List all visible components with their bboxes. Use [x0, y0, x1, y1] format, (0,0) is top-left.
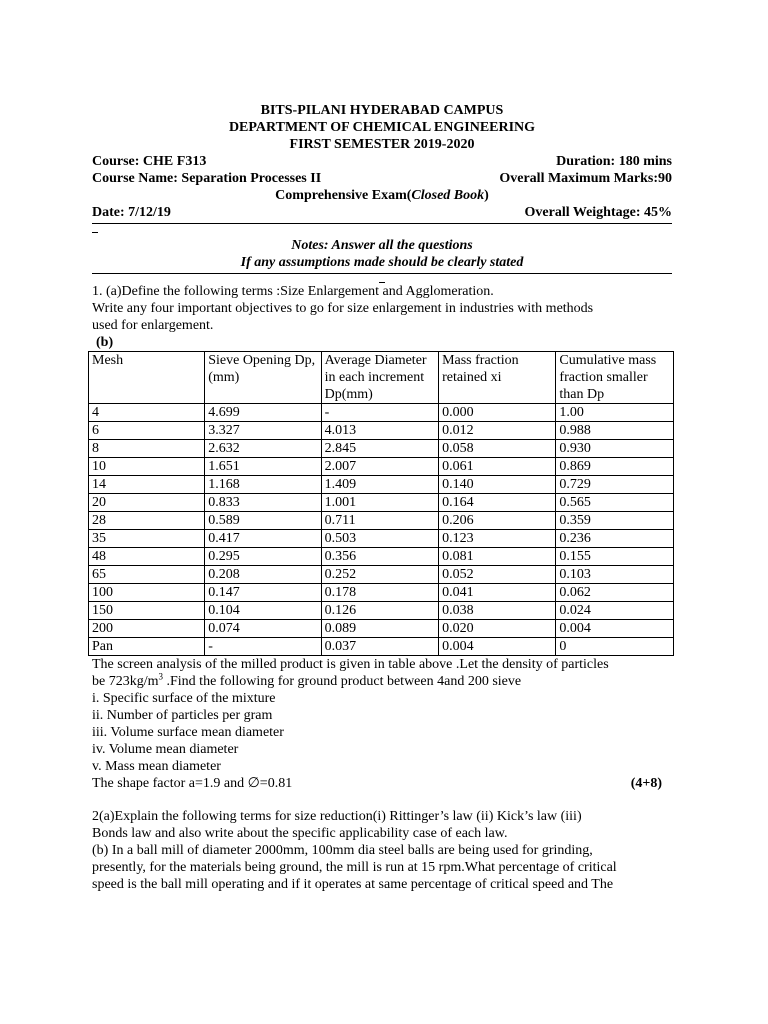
course-name: Course Name: Separation Processes II — [92, 171, 322, 186]
table-cell: 1.409 — [321, 476, 438, 494]
table-cell: 35 — [89, 530, 205, 548]
table-cell: 0.081 — [439, 548, 556, 566]
table-cell: 0.038 — [439, 602, 556, 620]
divider-rule — [92, 223, 672, 224]
exam-date: Date: 7/12/19 — [92, 205, 171, 220]
table-cell: 1.168 — [205, 476, 321, 494]
table-cell: 0.123 — [439, 530, 556, 548]
course-code: Course: CHE F313 — [92, 154, 207, 169]
table-row — [89, 422, 674, 440]
table-cell: 200 — [89, 620, 205, 638]
q2-line: 2(a)Explain the following terms for size reduction(i) Rittinger’s law (ii) Kick’s law (iii) — [92, 809, 582, 824]
duration: Duration: 180 mins — [556, 154, 672, 169]
table-cell: - — [205, 638, 321, 656]
divider-dash — [92, 224, 98, 233]
table-cell: 0.417 — [205, 530, 321, 548]
table-cell: 0.020 — [439, 620, 556, 638]
table-cell: 0.155 — [556, 548, 674, 566]
table-cell: 0.356 — [321, 548, 438, 566]
table-row — [89, 404, 674, 422]
table-cell: 0.004 — [556, 620, 674, 638]
table-cell: 2.632 — [205, 440, 321, 458]
table-cell: 0.126 — [321, 602, 438, 620]
table-row — [89, 548, 674, 566]
table-cell: 0.052 — [439, 566, 556, 584]
table-cell: 1.00 — [556, 404, 674, 422]
table-cell: 4.013 — [321, 422, 438, 440]
table-cell: 0.089 — [321, 620, 438, 638]
divider-dash — [379, 274, 385, 283]
table-header-cell: Mass fraction retained xi — [439, 352, 556, 404]
table-cell: 0.729 — [556, 476, 674, 494]
table-cell: 0.565 — [556, 494, 674, 512]
weightage: Overall Weightage: 45% — [524, 205, 672, 220]
q1-part-b: (b) — [96, 335, 114, 350]
table-cell: 0.252 — [321, 566, 438, 584]
table-cell: 0.024 — [556, 602, 674, 620]
table-cell: 0.208 — [205, 566, 321, 584]
campus-title: BITS-PILANI HYDERABAD CAMPUS — [260, 103, 504, 118]
table-cell: 14 — [89, 476, 205, 494]
table-row — [89, 602, 674, 620]
table-cell: 0.012 — [439, 422, 556, 440]
table-cell: 0.074 — [205, 620, 321, 638]
table-cell: 8 — [89, 440, 205, 458]
table-cell: 0.103 — [556, 566, 674, 584]
exam-page — [92, 102, 672, 893]
table-row — [89, 584, 674, 602]
q1-item: ii. Number of particles per gram — [92, 708, 273, 723]
table-cell: 0.930 — [556, 440, 674, 458]
q1-line: 1. (a)Define the following terms :Size Enlargement and Agglomeration. — [92, 284, 494, 299]
table-cell: 0.000 — [439, 404, 556, 422]
shape-factor: The shape factor a=1.9 and ∅=0.81 — [92, 776, 293, 791]
table-cell: 1.001 — [321, 494, 438, 512]
notes-line-2: If any assumptions made should be clearly stated — [240, 255, 524, 270]
table-cell: 28 — [89, 512, 205, 530]
table-row — [89, 566, 674, 584]
department-title: DEPARTMENT OF CHEMICAL ENGINEERING — [228, 120, 536, 135]
table-cell: Pan — [89, 638, 205, 656]
table-cell: 0.869 — [556, 458, 674, 476]
table-cell: 0.104 — [205, 602, 321, 620]
table-cell: 0.147 — [205, 584, 321, 602]
table-cell: 0.833 — [205, 494, 321, 512]
table-header-cell: Cumulative mass fraction smaller than Dp — [556, 352, 674, 404]
table-cell: 0.295 — [205, 548, 321, 566]
table-cell: 0.206 — [439, 512, 556, 530]
table-row — [89, 440, 674, 458]
table-cell: 0 — [556, 638, 674, 656]
q2-line: Bonds law and also write about the specific applicability case of each law. — [92, 826, 508, 841]
course-row — [92, 153, 672, 170]
course-name-row — [92, 170, 672, 187]
q1-item: iv. Volume mean diameter — [92, 742, 239, 757]
table-cell: 65 — [89, 566, 205, 584]
table-cell: 0.004 — [439, 638, 556, 656]
q2-line: presently, for the materials being ground, the mill is run at 15 rpm.What percentage of critical — [92, 860, 617, 875]
table-header-cell: Sieve Opening Dp,(mm) — [205, 352, 321, 404]
table-cell: 100 — [89, 584, 205, 602]
date-row — [92, 204, 672, 221]
table-cell: - — [321, 404, 438, 422]
table-row — [89, 476, 674, 494]
table-row — [89, 530, 674, 548]
table-cell: 2.845 — [321, 440, 438, 458]
table-row — [89, 494, 674, 512]
q1-item: v. Mass mean diameter — [92, 759, 221, 774]
table-cell: 2.007 — [321, 458, 438, 476]
table-cell: 0.711 — [321, 512, 438, 530]
q1-line: Write any four important objectives to go for size enlargement in industries with methods — [92, 301, 594, 316]
table-cell: 1.651 — [205, 458, 321, 476]
q1-shape-row — [92, 775, 672, 792]
table-cell: 0.589 — [205, 512, 321, 530]
table-cell: 0.236 — [556, 530, 674, 548]
q1-marks: (4+8) — [630, 776, 662, 791]
semester-title: FIRST SEMESTER 2019-2020 — [289, 137, 475, 152]
table-row — [89, 512, 674, 530]
table-cell: 0.178 — [321, 584, 438, 602]
table-cell: 150 — [89, 602, 205, 620]
table-cell: 0.041 — [439, 584, 556, 602]
max-marks: Overall Maximum Marks:90 — [499, 171, 672, 186]
table-cell: 4.699 — [205, 404, 321, 422]
table-cell: 0.062 — [556, 584, 674, 602]
table-cell: 20 — [89, 494, 205, 512]
q2-line: (b) In a ball mill of diameter 2000mm, 100mm dia steel balls are being used for grinding, — [92, 843, 593, 858]
table-cell: 3.327 — [205, 422, 321, 440]
table-cell: 4 — [89, 404, 205, 422]
table-cell: 10 — [89, 458, 205, 476]
q1-after-text: The screen analysis of the milled product is given in table above .Let the density of particles — [92, 657, 609, 672]
notes-line-1: Notes: Answer all the questions — [291, 238, 473, 253]
table-cell: 0.988 — [556, 422, 674, 440]
table-cell: 0.061 — [439, 458, 556, 476]
table-cell: 0.164 — [439, 494, 556, 512]
table-row — [89, 638, 674, 656]
table-cell: 48 — [89, 548, 205, 566]
q1-item: iii. Volume surface mean diameter — [92, 725, 284, 740]
table-row — [89, 620, 674, 638]
table-header-cell: Average Diameter in each increment Dp(mm) — [321, 352, 438, 404]
q1-after-text: be $723kg/m^3$ .Find the following for ground product between 4and 200 sieve — [92, 671, 522, 689]
table-cell: 0.359 — [556, 512, 674, 530]
table-cell: 0.503 — [321, 530, 438, 548]
exam-type: Comprehensive Exam(Closed Book) — [275, 188, 489, 203]
q2-line: speed is the ball mill operating and if it operates at same percentage of critical speed and The — [92, 877, 614, 892]
q1-line: used for enlargement. — [92, 318, 214, 333]
table-row — [89, 458, 674, 476]
sieve-table — [88, 351, 674, 656]
table-cell: 0.140 — [439, 476, 556, 494]
table-cell: 0.058 — [439, 440, 556, 458]
table-cell: 0.037 — [321, 638, 438, 656]
table-header-cell: Mesh — [89, 352, 205, 404]
q1-item: i. Specific surface of the mixture — [92, 691, 276, 706]
table-cell: 6 — [89, 422, 205, 440]
table-header-row — [89, 352, 674, 404]
